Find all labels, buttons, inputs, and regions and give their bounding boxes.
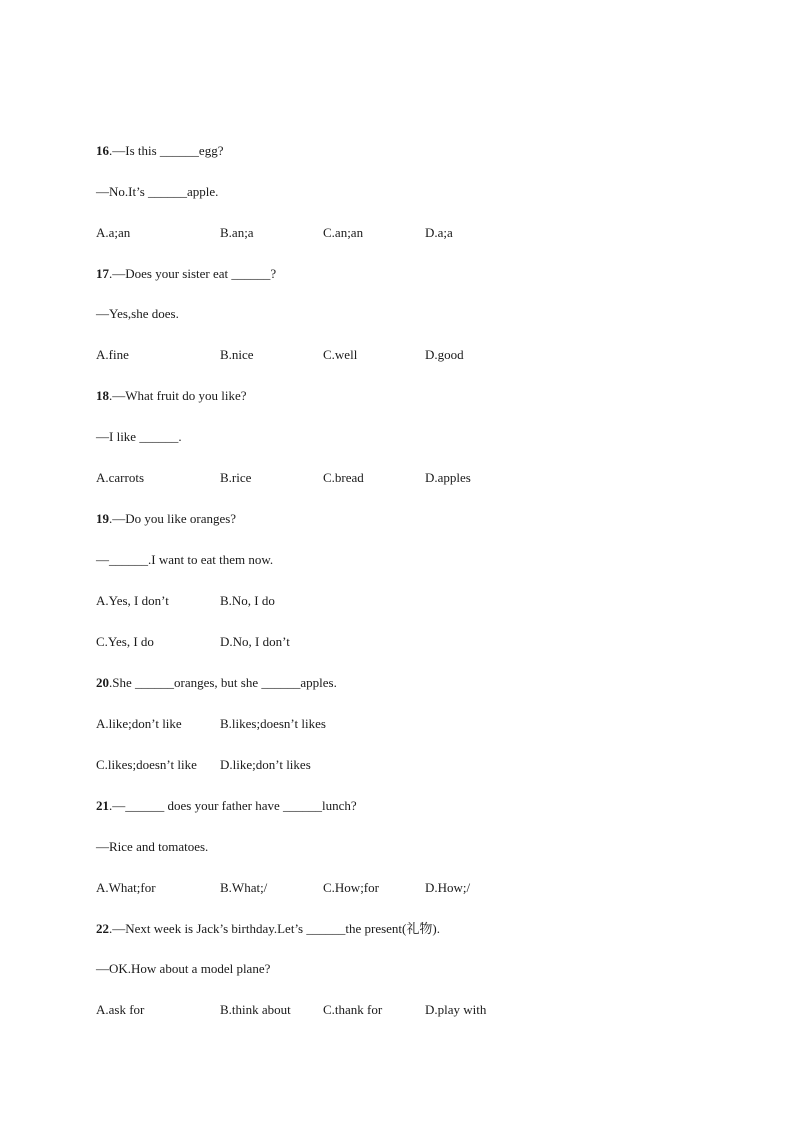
question-17-options — [96, 346, 464, 364]
question-18-answer: —I like ______. — [96, 429, 182, 444]
question-21-answer: —Rice and tomatoes. — [96, 839, 209, 854]
question-text: .—Is this ______egg? — [109, 143, 224, 158]
question-number: 21 — [96, 798, 109, 813]
option-b: B.nice — [220, 347, 254, 362]
question-17-stem — [96, 265, 276, 283]
option-a: A.like;don’t like — [96, 716, 182, 731]
option-a: A.ask for — [96, 1002, 145, 1017]
option-b: B.think about — [220, 1002, 291, 1017]
question-number: 17 — [96, 266, 109, 281]
option-c: C.How;for — [323, 880, 379, 895]
question-text: .—Do you like oranges? — [109, 511, 237, 526]
option-c: C.thank for — [323, 1002, 383, 1017]
option-b: B.What;/ — [220, 880, 268, 895]
question-21-stem — [96, 797, 357, 815]
question-text: .—Does your sister eat ______? — [109, 266, 277, 281]
question-number: 22 — [96, 921, 109, 936]
question-22-options — [96, 1001, 487, 1019]
question-text: .She ______oranges, but she ______apples. — [109, 675, 337, 690]
question-19-stem — [96, 510, 236, 528]
question-19-answer: —______.I want to eat them now. — [96, 552, 274, 567]
question-text: .—What fruit do you like? — [109, 388, 247, 403]
option-a: A.fine — [96, 347, 129, 362]
option-b: B.likes;doesn’t likes — [220, 716, 326, 731]
question-text: .—Next week is Jack’s birthday.Let’s ______the present(礼物). — [109, 921, 440, 936]
question-number: 18 — [96, 388, 109, 403]
option-b: B.an;a — [220, 225, 254, 240]
option-c: C.Yes, I do — [96, 634, 154, 649]
option-a: A.carrots — [96, 470, 145, 485]
question-22-answer: —OK.How about a model plane? — [96, 961, 271, 976]
question-19-options-row2 — [96, 633, 290, 651]
question-16-stem — [96, 142, 223, 160]
option-d: D.good — [425, 347, 464, 362]
option-b: B.rice — [220, 470, 252, 485]
option-d: D.How;/ — [425, 880, 471, 895]
option-d: D.No, I don’t — [220, 634, 290, 649]
question-16-options — [96, 224, 453, 242]
option-a: A.a;an — [96, 225, 131, 240]
question-16-answer: —No.It’s ______apple. — [96, 184, 219, 199]
option-a: A.What;for — [96, 880, 156, 895]
option-c: C.likes;doesn’t like — [96, 757, 197, 772]
option-d: D.apples — [425, 470, 471, 485]
option-b: B.No, I do — [220, 593, 275, 608]
option-c: C.well — [323, 347, 358, 362]
question-19-options-row1 — [96, 592, 275, 610]
question-20-options-row1 — [96, 715, 326, 733]
question-20-stem — [96, 674, 337, 692]
question-text: .—______ does your father have ______lunch? — [109, 798, 357, 813]
option-d: D.play with — [425, 1002, 487, 1017]
question-22-stem — [96, 920, 440, 938]
question-number: 16 — [96, 143, 109, 158]
option-c: C.an;an — [323, 225, 364, 240]
option-d: D.like;don’t likes — [220, 757, 311, 772]
question-18-options — [96, 469, 471, 487]
question-20-options-row2 — [96, 756, 311, 774]
option-d: D.a;a — [425, 225, 453, 240]
question-number: 20 — [96, 675, 109, 690]
question-18-stem — [96, 387, 247, 405]
question-21-options — [96, 879, 471, 897]
question-17-answer: —Yes,she does. — [96, 306, 179, 321]
question-number: 19 — [96, 511, 109, 526]
option-a: A.Yes, I don’t — [96, 593, 169, 608]
option-c: C.bread — [323, 470, 364, 485]
